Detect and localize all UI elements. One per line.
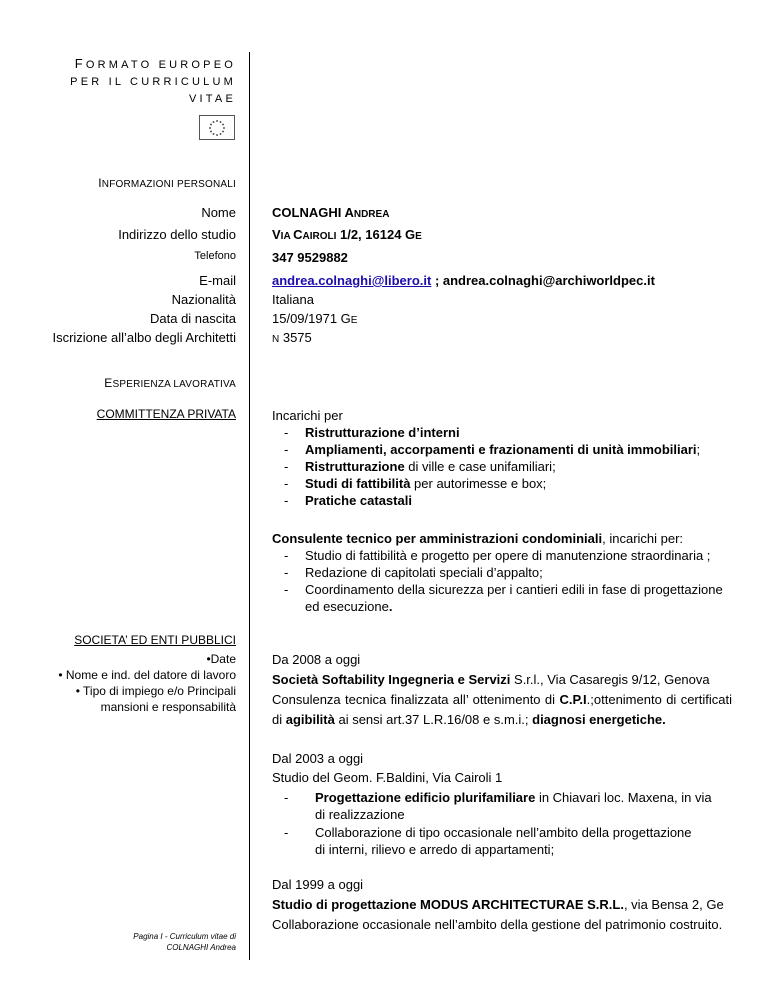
job-3-description: Collaborazione occasionale nell’ambito della gestione del patrimonio costruito. [272,917,723,932]
cv-title [70,55,236,108]
list-item: - Coordinamento della sicurezza per i cantieri edili in fase di progettazione [272,581,742,598]
job-3 [272,875,742,935]
job-2-list [272,789,742,806]
list-item: - Pratiche catastali [272,492,732,509]
label-nome: Nome [201,205,236,220]
side-label-date: •Date [206,652,236,666]
label-data-nascita: Data di nascita [150,311,236,326]
job-2-company: Studio del Geom. F.Baldini, Via Cairoli 1 [272,770,503,785]
side-label-employer: • Nome e ind. del datore di lavoro [58,668,236,682]
label-iscrizione: Iscrizione all’albo degli Architetti [52,330,236,345]
value-email: andrea.colnaghi@libero.it ; andrea.colnaghi@archiworldpec.it [272,273,655,288]
list-item: - Ristrutturazione di ville e case unifamiliari; [272,458,732,475]
job-1 [272,650,732,730]
list-item: - Collaborazione di tipo occasionale nell’ambito della progettazione [272,824,742,841]
section-experience: ESPERIENZA LAVORATIVA [104,376,236,390]
value-nazionalita: Italiana [272,292,314,307]
consulente-title: Consulente tecnico per amministrazioni condominiali, incarichi per: [272,531,684,546]
consulente-block [272,530,742,615]
job-1-date: Da 2008 a oggi [272,652,361,667]
list-item: - Studi di fattibilità per autorimesse e box; [272,475,732,492]
cv-title-line-3: VITAE [189,93,236,105]
job-3-date: Dal 1999 a oggi [272,877,364,892]
list-item: - Ristrutturazione d’interni [272,424,732,441]
side-label-job-2: mansioni e responsabilità [100,700,236,714]
label-email: E-mail [199,273,236,288]
job-3-company: Studio di progettazione MODUS ARCHITECTURAE S.R.L., via Bensa 2, Ge [272,897,724,912]
footer-line-1: Pagina I - Curriculum vitae di [133,932,236,941]
email-link[interactable]: andrea.colnaghi@libero.it [272,273,432,288]
eu-flag-icon [199,115,235,140]
job-2-item-2-cont: di interni, rilievo e arredo di appartamenti; [315,842,555,857]
label-nazionalita: Nazionalità [171,292,236,307]
job-1-description: Consulenza tecnica finalizzata all’ ottenimento di C.P.I.;ottenimento di certificati di agibilità ai sensi art.37 L.R.16/08 e s.m.i.; diagnosi energetiche. [272,692,732,727]
incarichi-list [272,424,732,509]
page-footer [133,931,236,953]
label-telefono: Telefono [194,250,236,262]
incarichi-block [272,407,732,509]
label-societa-enti: SOCIETA’ ED ENTI PUBBLICI [74,633,236,647]
label-committenza-privata: COMMITTENZA PRIVATA [96,407,236,421]
label-indirizzo: Indirizzo dello studio [118,227,236,242]
job-1-company: Società Softability Ingegneria e Servizi S.r.l., Via Casaregis 9/12, Genova [272,672,710,687]
cv-title-line-2: PER IL CURRICULUM [70,76,236,88]
job-2-list-b [272,824,742,841]
list-item: - Redazione di capitolati speciali d’appalto; [272,564,742,581]
job-2-item-1-cont: di realizzazione [315,807,405,822]
footer-line-2: COLNAGHI Andrea [166,943,236,952]
value-indirizzo: VIA CAIROLI 1/2, 16124 GE [272,227,422,242]
list-item: - Studio di fattibilità e progetto per opere di manutenzione straordinaria ; [272,547,742,564]
value-telefono: 347 9529882 [272,250,348,265]
section-personal-info: INFORMAZIONI PERSONALI [98,176,236,190]
list-item: - Ampliamenti, accorpamenti e frazionamenti di unità immobiliari; [272,441,732,458]
incarichi-intro: Incarichi per [272,408,343,423]
vertical-divider [249,52,250,960]
cv-title-line-1: FORMATO EUROPEO [74,56,236,71]
value-iscrizione: N 3575 [272,330,312,345]
job-2 [272,749,742,859]
job-2-date: Dal 2003 a oggi [272,751,364,766]
side-labels [58,651,236,715]
value-data-nascita: 15/09/1971 GE [272,311,358,326]
consulente-list [272,547,742,598]
consulente-item-continuation: ed esecuzione. [305,599,393,614]
side-label-job-1: • Tipo di impiego e/o Principali [75,684,236,698]
value-nome: COLNAGHI ANDREA [272,205,390,220]
list-item: - Progettazione edificio plurifamiliare in Chiavari loc. Maxena, in via [272,789,742,806]
